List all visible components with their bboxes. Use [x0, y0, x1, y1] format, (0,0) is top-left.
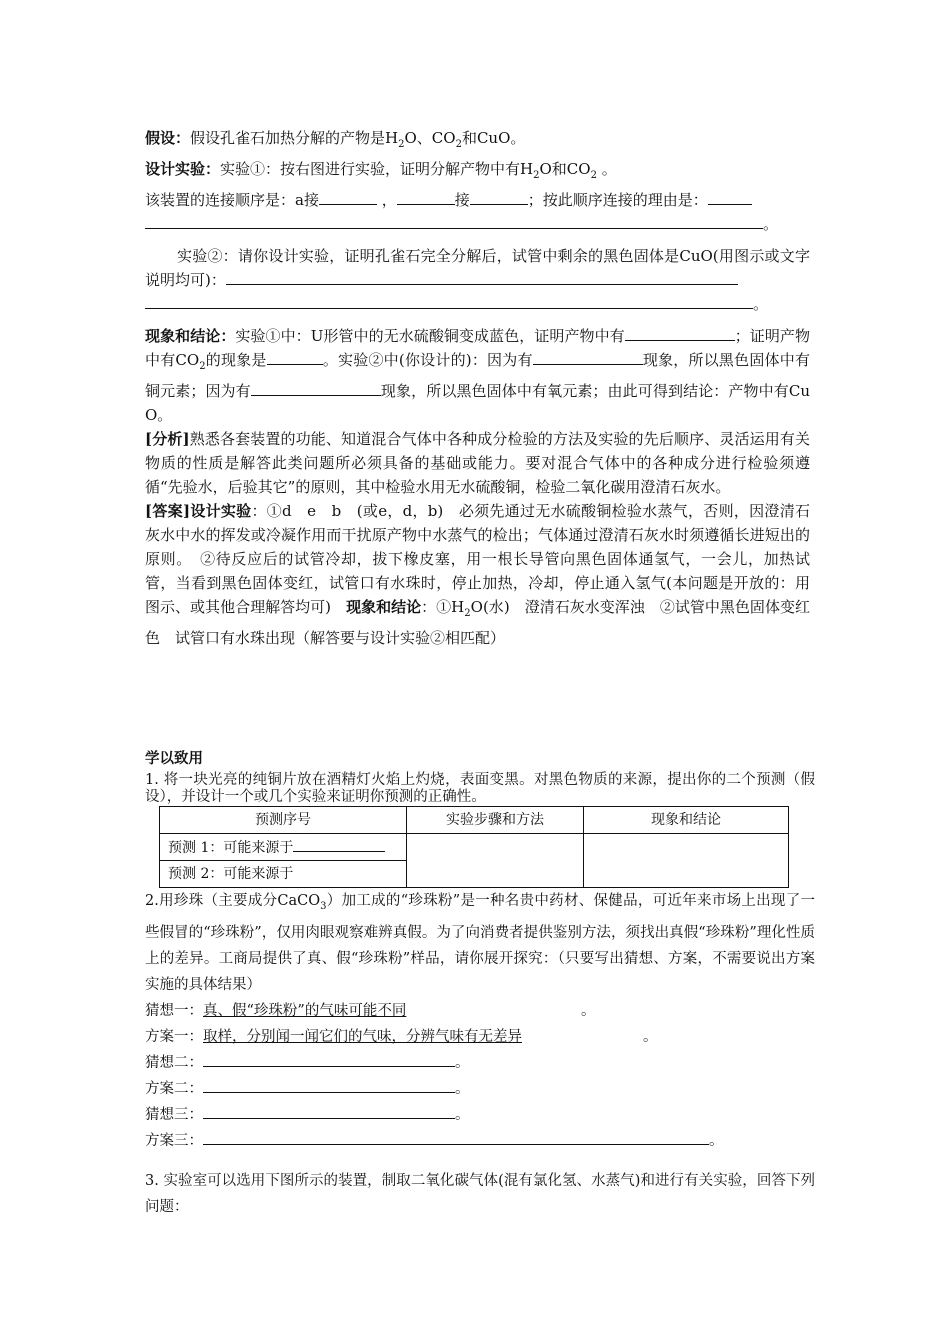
table-row: 预测 2：可能来源于: [160, 861, 407, 888]
practice-title: 学以致用: [145, 750, 203, 767]
blank-7[interactable]: [533, 349, 643, 365]
plan-1: 方案一：取样，分别闻一闻它们的气味，分辨气味有无差异 。: [145, 1028, 658, 1045]
blank-exp2[interactable]: [226, 269, 738, 285]
blank-exp2-b[interactable]: [145, 293, 753, 309]
analysis-label: [分析]: [145, 430, 190, 448]
table-header: 预测序号: [160, 807, 407, 834]
prediction-table: [159, 806, 789, 888]
blank-5[interactable]: [625, 325, 735, 341]
hypothesis-label: 假设：: [145, 129, 191, 147]
blank-1[interactable]: [319, 189, 377, 205]
blank-row1[interactable]: [293, 836, 385, 852]
guess-2: 猜想二： 。: [145, 1050, 815, 1076]
hypothesis-paragraph: 假设：假设孔雀石加热分解的产物是$H_2O$、$CO_2$和CuO。: [145, 129, 526, 150]
table-cell[interactable]: [584, 834, 789, 888]
answer-label: [答案]设计实验: [145, 502, 252, 520]
experiment-2: 实验②：请你设计实验，证明孔雀石完全分解后，试管中剩余的黑色固体是CuO(用图示或文字说明均可)：: [145, 247, 810, 289]
blank-8[interactable]: [251, 380, 381, 396]
blank-2[interactable]: [397, 189, 455, 205]
question-1: 1. 将一块光亮的纯铜片放在酒精灯火焰上灼烧，表面变黑。对黑色物质的来源，提出你的二个预测（假设），并设计一个或几个实验来证明你预测的正确性。: [145, 772, 815, 805]
answer-paragraph: [答案]设计实验：①d e b (或e，d，b) 必须先通过无水硫酸铜检验水蒸气，否则，因澄清石灰水中水的挥发或冷凝作用而干扰原产物中水蒸气的检出；气体通过澄清石灰水时须遵循长进短出的原则。 ②待反应后的试管冷却，拔下橡皮塞，用一根长导管向黑色固体通氢气，一会儿，加热试管，当看到黑色固体变红，试管口有水珠时，停止加热，冷却，停止通入氢气(本问题是开放的：用图示、或其他合理解答均可) 现象和结论：$①H_2O$(水) 澄清石灰水变浑浊 ②试管中黑色固体变红色 试管口有水珠出现（解答要与设计实验②相匹配）: [145, 502, 810, 647]
blank-guess2[interactable]: [203, 1051, 455, 1067]
blank-guess3[interactable]: [203, 1103, 455, 1119]
connection-order: 该装置的连接顺序是：a接 ， 接 ；按此顺序连接的理由是：: [145, 188, 810, 212]
design-label: 设计实验：: [145, 160, 221, 178]
question-3: 3. 实验室可以选用下图所示的装置，制取二氧化碳气体(混有氯化氢、水蒸气)和进行有关实验，回答下列问题：: [145, 1172, 815, 1215]
plan-2: 方案二： 。: [145, 1076, 815, 1102]
blank-plan3[interactable]: [203, 1129, 709, 1145]
practice-section: [145, 746, 815, 1220]
question-2: 2.用珍珠（主要成分CaCO$_3$）加工成的“珍珠粉”是一种名贵中药材、保健品，可近年来市场上出现了一些假冒的“珍珠粉”，仅用肉眼观察难辨真假。为了向消费者提供鉴别方法，须找出真假“珍珠粉”理化性质上的差异。工商局提供了真、假“珍珠粉”样品，请你展开探究：（只要写出猜想、方案，不需要说出方案实施的具体结果）: [145, 893, 815, 993]
table-row: 预测 1：可能来源于: [160, 834, 407, 861]
phenomenon-paragraph: 现象和结论：实验①中：U形管中的无水硫酸铜变成蓝色，证明产物中有 ；证明产物中有$CO_2$的现象是 。实验②中(你设计的)：因为有 现象，所以黑色固体中有铜元素；因为有 现象，所以黑色固体中有氧元素；由此可得到结论：产物中有CuO。: [145, 327, 810, 424]
table-header: 现象和结论: [584, 807, 789, 834]
table-header: 实验步骤和方法: [407, 807, 584, 834]
blank-4[interactable]: [708, 189, 752, 205]
table-cell[interactable]: [407, 834, 584, 888]
blank-reason[interactable]: [145, 213, 763, 229]
exp2-line: 。: [145, 292, 810, 316]
analysis-paragraph: [分析]熟悉各套装置的功能、知道混合气体中各种成分检验的方法及实验的先后顺序、灵活运用有关物质的性质是解答此类问题所必须具备的基础或能力。要对混合气体中的各种成分进行检验须遵循“先验水，后验其它”的原则，其中检验水用无水硫酸铜，检验二氧化碳用澄清石灰水。: [145, 430, 810, 496]
blank-plan2[interactable]: [203, 1077, 455, 1093]
plan-3: 方案三： 。: [145, 1128, 815, 1154]
design-paragraph: 设计实验：实验①：按右图进行实验，证明分解产物中有$H_2O$和$CO_2$ 。: [145, 160, 617, 181]
solution-section: [145, 126, 810, 650]
guess-1: 猜想一：真、假“珍珠粉”的气味可能不同 。: [145, 1002, 596, 1019]
blank-6[interactable]: [267, 349, 323, 365]
blank-3[interactable]: [470, 189, 528, 205]
reason-line: 。: [145, 212, 810, 236]
phenomenon-label: 现象和结论：: [145, 327, 236, 345]
guess-3: 猜想三： 。: [145, 1102, 815, 1128]
